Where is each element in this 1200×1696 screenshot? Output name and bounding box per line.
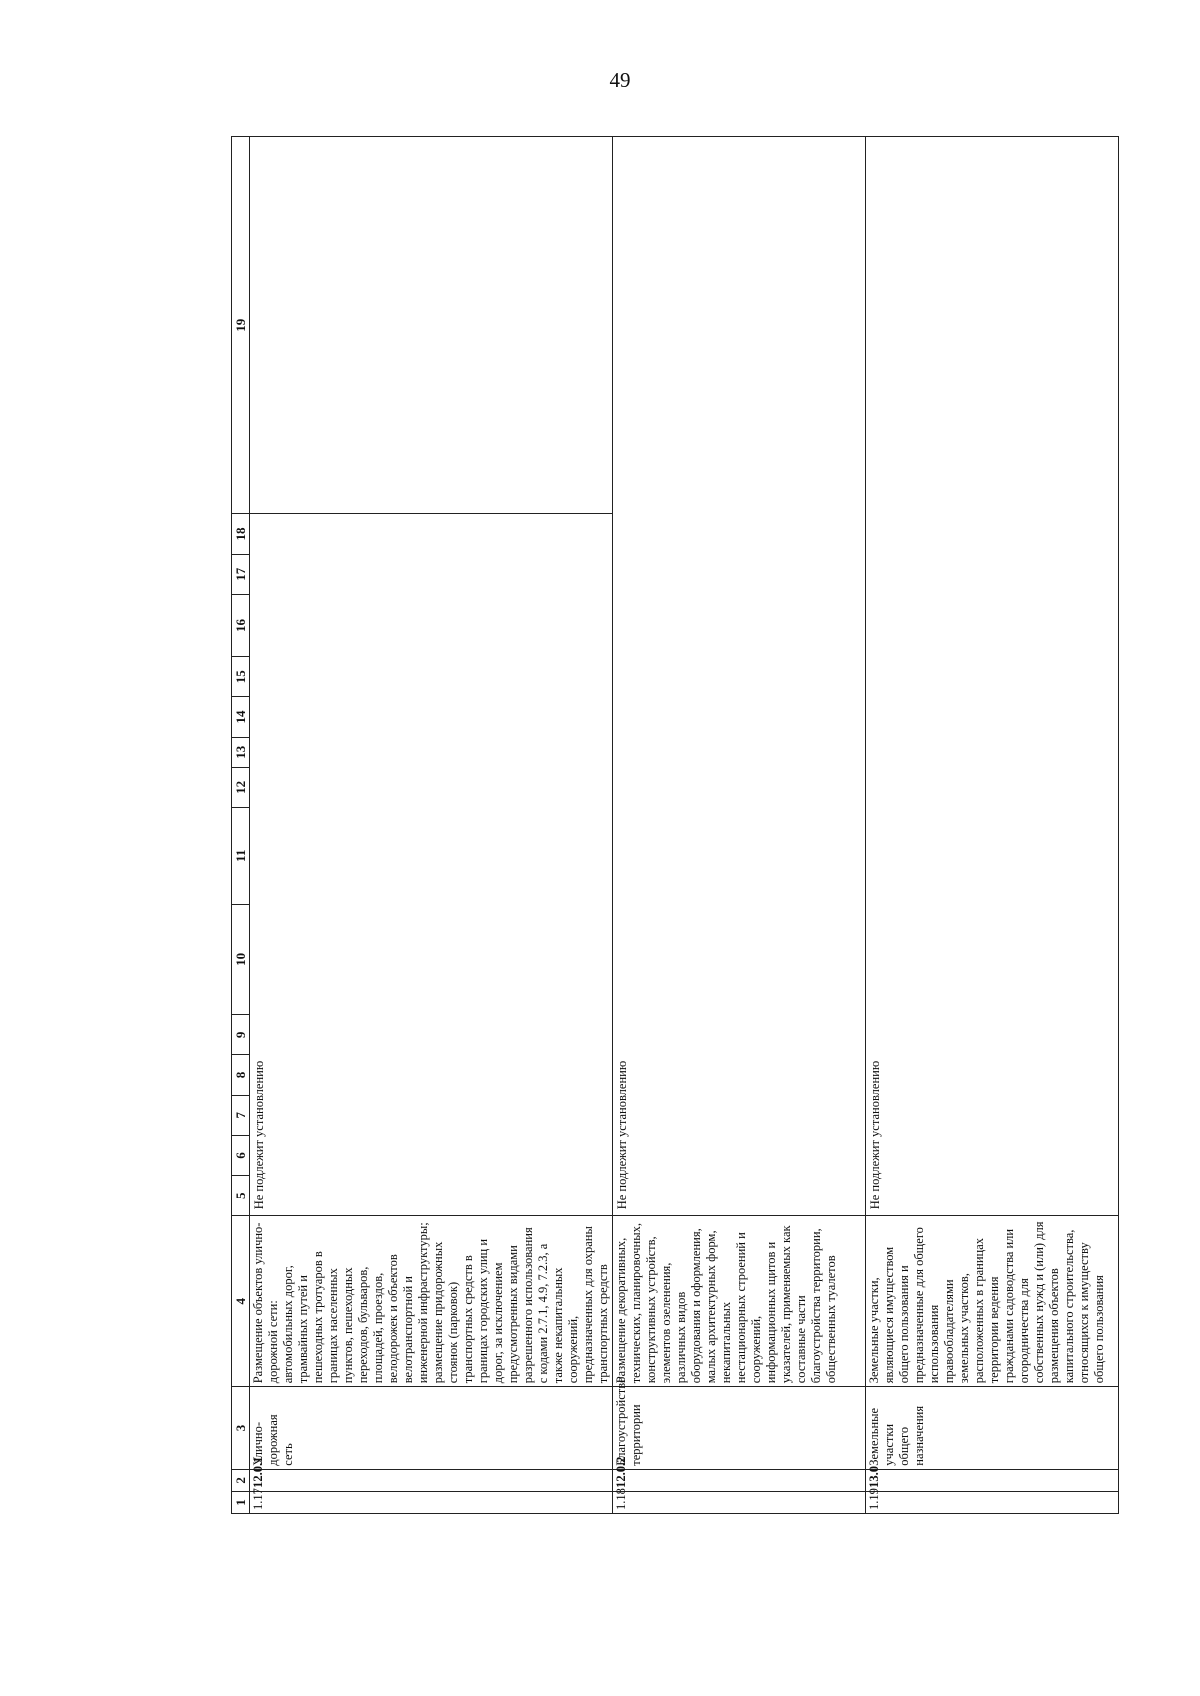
col-header: 4 <box>232 1216 250 1387</box>
row-name: Улично-дорожная сеть <box>250 1387 613 1469</box>
row-params: Не подлежит установлению <box>866 137 1119 1216</box>
col-header: 18 <box>232 514 250 554</box>
col-header: 17 <box>232 554 250 594</box>
col-header: 7 <box>232 1095 250 1135</box>
table-row <box>250 137 613 1514</box>
table-row <box>613 137 866 1514</box>
col-header: 10 <box>232 904 250 1015</box>
row-number: 1.19 <box>866 1491 1119 1513</box>
col-header: 5 <box>232 1176 250 1216</box>
row-name: Земельные участки общего назначения <box>866 1387 1119 1469</box>
row-description: Размещение декоративных, технических, планировочных, конструктивных устройств, элементов озеленения, различных видов оборудования и оформления, малых архитектурных форм, некапитальных нестационарных строений и сооружений, информационных щитов и указателей, применяемых как составные части благоустройства территории, общественных туалетов <box>613 1216 866 1387</box>
col-header: 11 <box>232 808 250 905</box>
row-number: 1.18 <box>613 1491 866 1513</box>
row-name: Благоустройство территории <box>613 1387 866 1469</box>
col-header: 2 <box>232 1469 250 1491</box>
row-code: 12.0.1 <box>250 1469 613 1491</box>
row-params: Не подлежит установлению <box>250 514 613 1216</box>
col-header: 12 <box>232 767 250 807</box>
table-row <box>866 137 1119 1514</box>
row-code: 12.0.2 <box>613 1469 866 1491</box>
row-description: Размещение объектов улично-дорожной сети: автомобильных дорог, трамвайных путей и пешеходных тротуаров в границах населенных пунктов, пешеходных переходов, бульваров, площадей, проездов, велодорожек и объектов велотранспортной и инженерной инфраструктуры; размещение придорожных стоянок (парковок) транспортных средств в границах городских улиц и дорог, за исключением предусмотренных видами разрешенного использования с кодами 2.7.1, 4.9, 7.2.3, а также некапитальных сооружений, предназначенных для охраны транспортных средств <box>250 1216 613 1387</box>
col-header: 1 <box>232 1491 250 1513</box>
rotated-table-frame <box>231 136 1106 1514</box>
header-row <box>232 137 250 1514</box>
rotated-table-container <box>231 136 1106 1514</box>
row-code: 13.0 <box>866 1469 1119 1491</box>
col-header: 19 <box>232 137 250 514</box>
regulations-table <box>231 136 1119 1514</box>
page-number: 49 <box>609 68 631 92</box>
row-description: Земельные участки, являющиеся имуществом общего пользования и предназначенные для общего использования правообладателями земельных участков, расположенных в границах территории ведения гражданами садоводства или огородничества для собственных нужд и (или) для размещения объектов капитального строительства, относящихся к имуществу общего пользования <box>866 1216 1119 1387</box>
col-header: 8 <box>232 1055 250 1095</box>
col-header: 14 <box>232 697 250 737</box>
col-header: 9 <box>232 1015 250 1055</box>
col-header: 6 <box>232 1135 250 1175</box>
col-header: 13 <box>232 737 250 767</box>
col-header: 16 <box>232 594 250 656</box>
row-number: 1.17 <box>250 1491 613 1513</box>
col-header: 15 <box>232 657 250 697</box>
col-header: 3 <box>232 1387 250 1469</box>
row-empty-cell <box>250 137 613 514</box>
row-params: Не подлежит установлению <box>613 137 866 1216</box>
